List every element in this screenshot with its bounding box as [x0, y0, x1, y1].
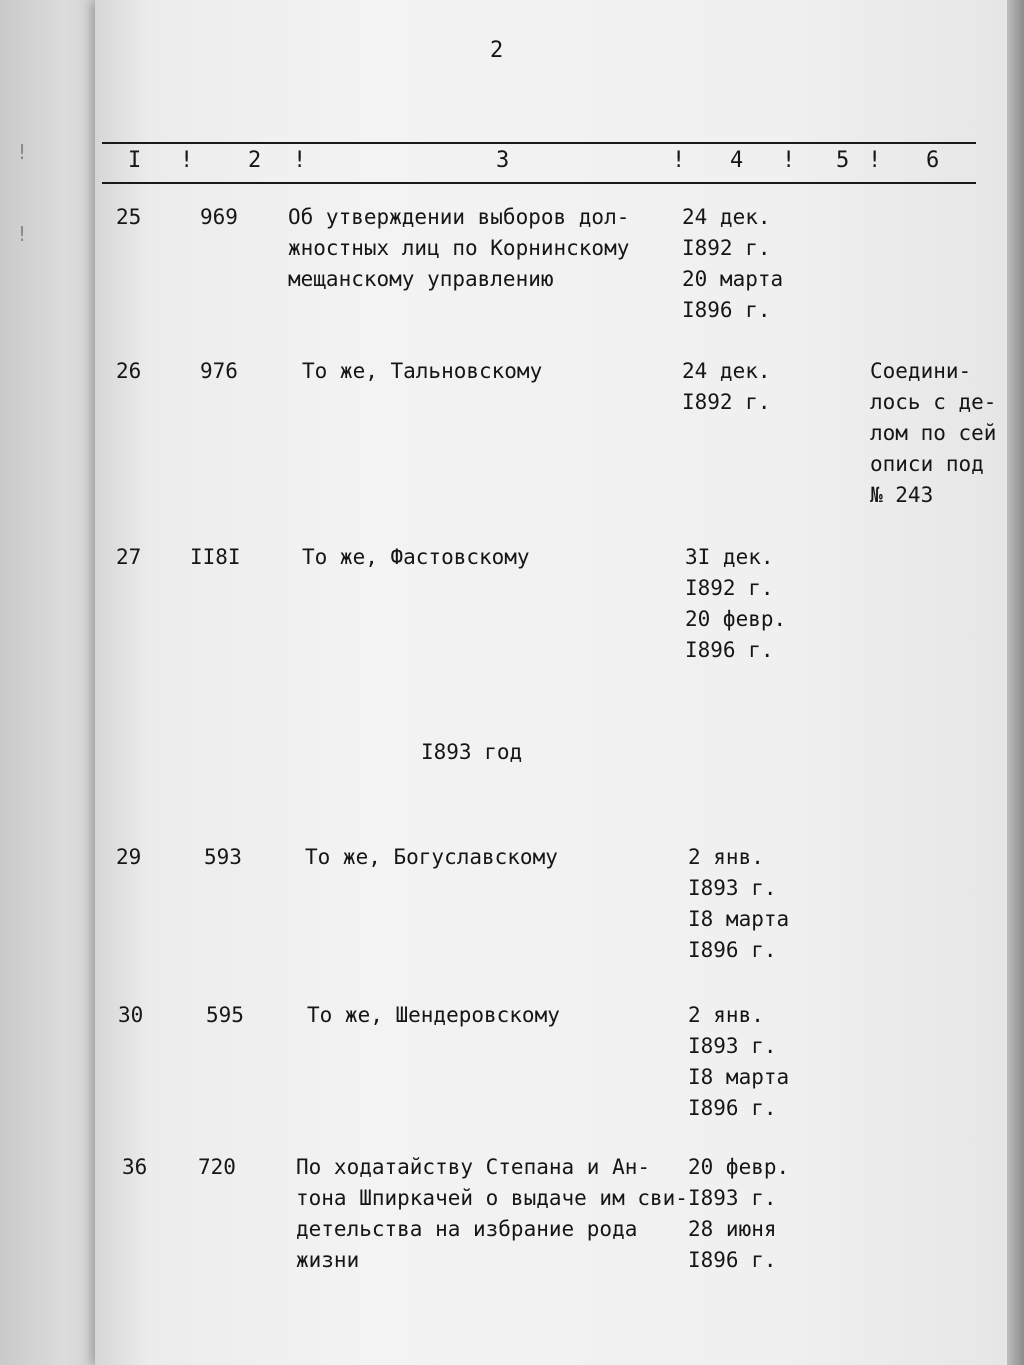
previous-page-mark: ! [16, 222, 29, 246]
page-edge-shadow [1007, 0, 1024, 1365]
row-number: 29 [116, 845, 142, 869]
column-separator: ! [672, 148, 686, 173]
column-header-3: 3 [496, 148, 510, 173]
row-title: То же, Фастовскому [302, 545, 530, 569]
row-number: 25 [116, 205, 142, 229]
row-code: 969 [200, 205, 238, 229]
table-top-rule [102, 142, 976, 144]
row-note: Соедини- лось с де- лом по сей описи под № 243 [870, 359, 997, 507]
row-title: По ходатайству Степана и Ан- тона Шпиркачей о выдаче им сви- детельства на избрание рода жизни [296, 1155, 688, 1272]
row-dates: 24 дек. I892 г. [682, 359, 771, 414]
column-separator: ! [782, 148, 796, 173]
column-header-1: I [128, 148, 142, 173]
column-header-5: 5 [836, 148, 850, 173]
row-code: II8I [190, 545, 241, 569]
row-number: 27 [116, 545, 142, 569]
row-dates: 2 янв. I893 г. I8 марта I896 г. [688, 845, 790, 962]
column-separator: ! [180, 148, 194, 173]
row-title: То же, Богуславскому [305, 845, 558, 869]
row-code: 976 [200, 359, 238, 383]
row-title: Об утверждении выборов дол- жностных лиц по Корнинскому мещанскому управлению [288, 205, 630, 291]
row-dates: 24 дек. I892 г. 20 марта I896 г. [682, 205, 784, 322]
column-separator: ! [293, 148, 307, 173]
row-dates: 3I дек. I892 г. 20 февр. I896 г. [685, 545, 787, 662]
previous-page-mark: ! [16, 140, 29, 164]
table-header-rule [102, 182, 976, 184]
column-header-6: 6 [926, 148, 940, 173]
row-code: 593 [204, 845, 242, 869]
year-heading: I893 год [421, 740, 523, 764]
row-dates: 20 февр. I893 г. 28 июня I896 г. [688, 1155, 790, 1272]
row-number: 36 [122, 1155, 148, 1179]
column-header-2: 2 [248, 148, 262, 173]
row-number: 26 [116, 359, 142, 383]
column-separator: ! [868, 148, 882, 173]
row-title: То же, Шендеровскому [307, 1003, 560, 1027]
row-code: 595 [206, 1003, 244, 1027]
row-title: То же, Тальновскому [302, 359, 543, 383]
row-dates: 2 янв. I893 г. I8 марта I896 г. [688, 1003, 790, 1120]
row-number: 30 [118, 1003, 144, 1027]
previous-page-edge [0, 0, 110, 1365]
row-code: 720 [198, 1155, 236, 1179]
column-header-4: 4 [730, 148, 744, 173]
page-number: 2 [490, 38, 504, 63]
